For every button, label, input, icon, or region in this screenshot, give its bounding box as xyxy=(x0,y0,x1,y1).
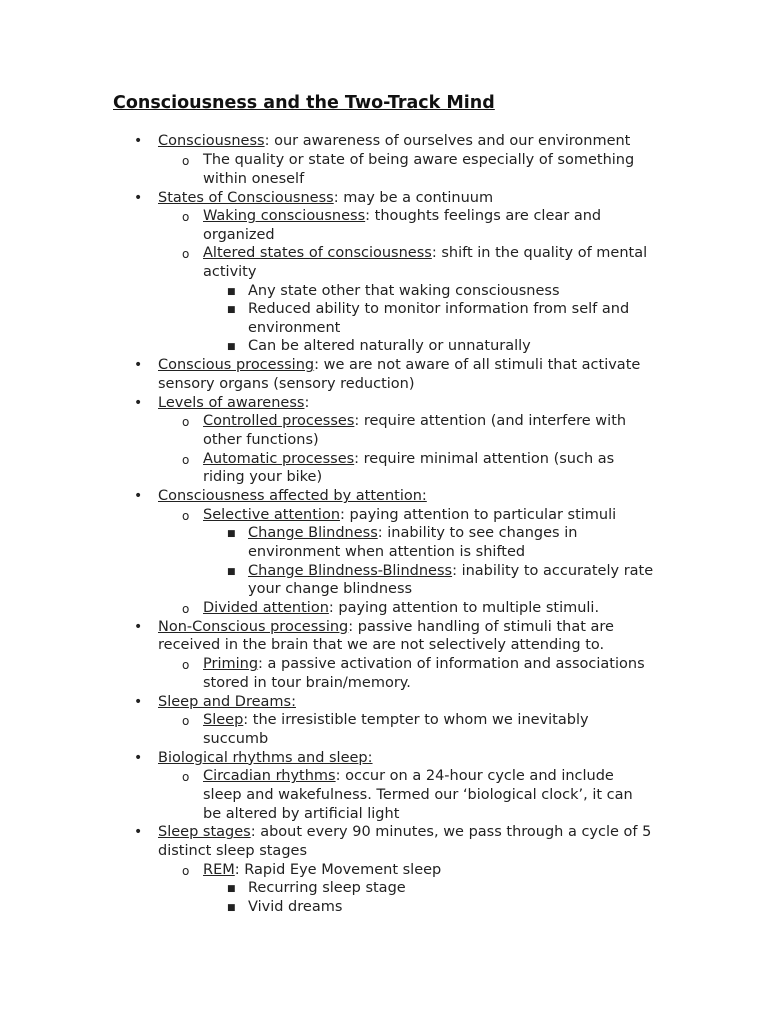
definition: : inability to accurately rate your change blindness xyxy=(248,562,654,598)
bullet-dot-icon: • xyxy=(134,133,143,150)
list-item xyxy=(0,356,654,393)
term: Priming xyxy=(203,655,259,672)
bullet-circle-icon: o xyxy=(182,657,190,672)
definition: : require minimal attention (such as riding your bike) xyxy=(203,450,615,486)
term: Sleep and Dreams xyxy=(158,693,292,710)
list-item xyxy=(0,618,654,655)
definition: : the irresistible tempter to whom we inevitably succumb xyxy=(203,712,589,747)
bullet-circle-icon: o xyxy=(182,770,190,785)
list-item xyxy=(0,244,654,281)
list-item xyxy=(0,487,654,506)
list-item xyxy=(0,394,654,413)
list-item xyxy=(0,861,654,880)
list-item xyxy=(0,711,654,748)
definition: : Rapid Eye Movement sleep xyxy=(234,861,442,878)
definition: : thoughts feelings are clear and organized xyxy=(203,208,602,243)
item-text: Recurring sleep stage xyxy=(248,880,406,897)
term: Sleep xyxy=(203,712,244,729)
list-item xyxy=(0,562,658,599)
definition: : a passive activation of information and associations stored in tour brain/memory. xyxy=(203,655,645,691)
list-item xyxy=(0,599,654,618)
definition: : inability to see changes in environment when attention is shifted xyxy=(248,525,578,561)
bullet-square-icon: ■ xyxy=(227,566,236,577)
definition: : occur on a 24-hour cycle and include sleep and wakefulness. Termed our ‘biological clock’, it can be altered by artificial light xyxy=(203,768,633,822)
bullet-dot-icon: • xyxy=(134,824,143,841)
list-item xyxy=(0,207,654,244)
definition: : our awareness of ourselves and our environment xyxy=(264,133,631,150)
definition: : may be a continuum xyxy=(333,189,494,206)
bullet-square-icon: ■ xyxy=(227,529,236,540)
definition: : about every 90 minutes, we pass through a cycle of 5 distinct sleep stages xyxy=(158,824,652,860)
bullet-square-icon: ■ xyxy=(227,286,236,297)
term: Selective attention xyxy=(203,506,341,523)
bullet-dot-icon: • xyxy=(134,749,143,766)
bullet-square-icon: ■ xyxy=(227,884,236,895)
bullet-circle-icon: o xyxy=(182,210,190,225)
list-item xyxy=(0,132,654,151)
outline-list xyxy=(0,132,768,916)
term: Levels of awareness xyxy=(158,394,305,411)
list-item xyxy=(0,450,654,487)
term: Non-Conscious processing xyxy=(158,618,349,635)
definition: : require attention (and interfere with other functions) xyxy=(203,413,627,449)
term: Change Blindness-Blindness xyxy=(248,562,453,579)
definition: : paying attention to particular stimuli xyxy=(340,506,617,523)
item-text: Reduced ability to monitor information from self and environment xyxy=(248,301,630,336)
list-item xyxy=(0,879,658,898)
bullet-dot-icon: • xyxy=(134,693,143,710)
bullet-circle-icon: o xyxy=(182,601,190,616)
list-item xyxy=(0,337,658,356)
bullet-square-icon: ■ xyxy=(227,342,236,353)
item-text: The quality or state of being aware especially of something within oneself xyxy=(203,151,635,187)
bullet-square-icon: ■ xyxy=(227,902,236,913)
list-item xyxy=(0,749,654,768)
term: Conscious processing xyxy=(158,357,315,374)
bullet-circle-icon: o xyxy=(182,452,190,467)
bullet-circle-icon: o xyxy=(182,714,190,729)
term: Circadian rhythms xyxy=(203,768,336,785)
bullet-circle-icon: o xyxy=(182,247,190,262)
bullet-circle-icon: o xyxy=(182,415,190,430)
document-title: Consciousness and the Two-Track Mind xyxy=(113,93,495,113)
bullet-dot-icon: • xyxy=(134,394,143,411)
term: Divided attention xyxy=(203,599,329,616)
bullet-dot-icon: • xyxy=(134,189,143,206)
term: Biological rhythms and sleep: xyxy=(158,749,373,766)
item-text: Any state other that waking consciousness xyxy=(248,282,560,299)
list-item xyxy=(0,524,658,561)
definition: : xyxy=(291,693,296,710)
bullet-circle-icon: o xyxy=(182,153,190,168)
list-item xyxy=(0,823,654,860)
definition: : paying attention to multiple stimuli. xyxy=(328,599,600,616)
bullet-dot-icon: • xyxy=(134,618,143,635)
term: Consciousness xyxy=(158,133,265,150)
list-item xyxy=(0,506,654,525)
definition: : shift in the quality of mental activity xyxy=(203,245,648,280)
term: Automatic processes xyxy=(203,450,355,467)
term: Controlled processes xyxy=(203,413,355,430)
term: Waking consciousness xyxy=(203,208,366,225)
term: REM xyxy=(203,861,235,878)
list-item xyxy=(0,767,654,823)
definition: : we are not aware of all stimuli that activate sensory organs (sensory reduction) xyxy=(158,357,641,392)
list-item xyxy=(0,189,654,208)
list-item xyxy=(0,282,658,301)
definition: : xyxy=(304,394,310,411)
list-item xyxy=(0,300,658,337)
definition: : passive handling of stimuli that are received in the brain that we are not selectively attending to. xyxy=(158,618,614,654)
item-text: Can be altered naturally or unnaturally xyxy=(248,338,531,355)
list-item xyxy=(0,655,654,692)
term: Consciousness affected by attention: xyxy=(158,488,427,505)
list-item xyxy=(0,151,654,188)
term: States of Consciousness xyxy=(158,189,334,206)
term: Change Blindness xyxy=(248,525,378,542)
bullet-circle-icon: o xyxy=(182,863,190,878)
term: Sleep stages xyxy=(158,824,251,841)
term: Altered states of consciousness xyxy=(203,245,432,262)
bullet-dot-icon: • xyxy=(134,488,143,505)
bullet-square-icon: ■ xyxy=(227,305,236,316)
bullet-dot-icon: • xyxy=(134,357,143,374)
bullet-circle-icon: o xyxy=(182,508,190,523)
item-text: Vivid dreams xyxy=(248,898,343,915)
list-item xyxy=(0,898,658,917)
list-item xyxy=(0,693,654,712)
list-item xyxy=(0,412,654,449)
